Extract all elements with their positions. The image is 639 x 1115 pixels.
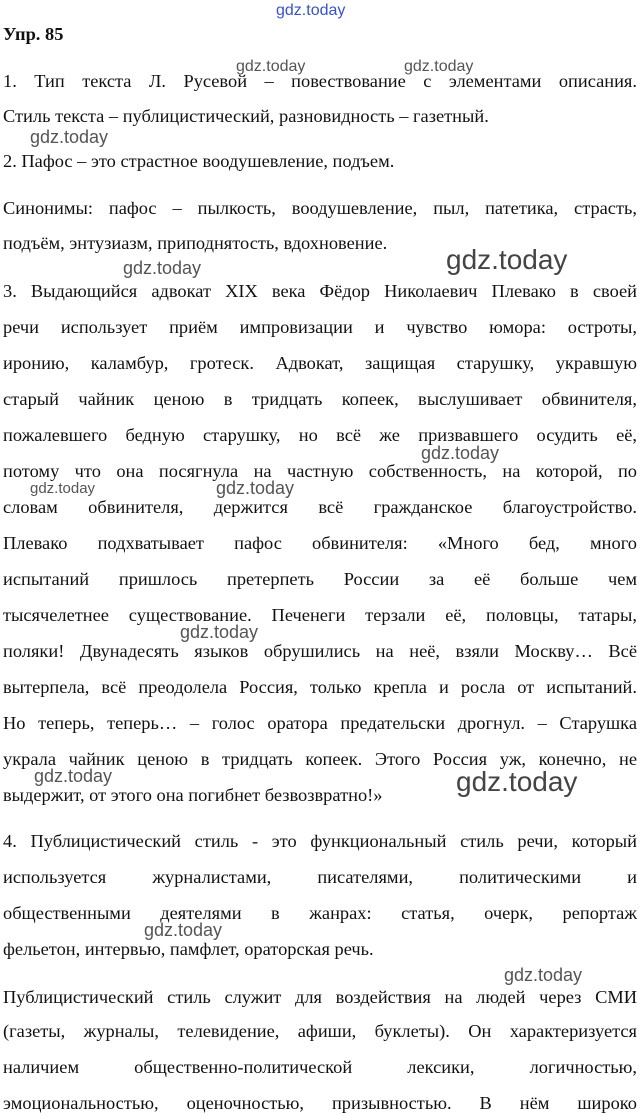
exercise-title: Упр. 85 [3,24,64,44]
text-line: подъём, энтузиазм, приподнятость, вдохновение. [3,233,388,253]
text-line: испытаний пришлось претерпеть России за её больше чем [3,569,637,589]
text-line: используется журналистами, писателями, политическими и [3,867,637,887]
text-line: иронию, каламбур, гротеск. Адвокат, защищая старушку, укравшую [3,353,637,373]
watermark: gdz.today [30,127,109,147]
text-line: пожалевшего бедную старушку, но всё же призвавшего осудить её, [3,425,637,445]
watermark: gdz.today [144,920,223,940]
watermark: gdz.today [276,2,346,19]
text-line: Плевако подхватывает пафос обвинителя: «Много бед, много [3,533,637,553]
text-line: вытерпела, всё преодолела Россия, только крепла и росла от испытаний. [3,677,637,697]
text-line: 3. Выдающийся адвокат XIX века Фёдор Николаевич Плевако в своей [3,281,637,301]
text-line: старый чайник ценою в тридцать копеек, выслушивает обвинителя, [3,389,637,409]
watermark: gdz.today [504,965,583,985]
text-line: тысячелетнее существование. Печенеги терзали её, половцы, татары, [3,605,637,625]
text-line: Стиль текста – публицистический, разновидность – газетный. [3,106,489,126]
text-line: потому что она посягнула на частную собственность, на которой, по [3,461,637,481]
text-line: Синонимы: пафос – пылкость, воодушевление, пыл, патетика, страсть, [3,198,637,218]
watermark: gdz.today [421,443,500,463]
text-line: общественными деятелями в жанрах: статья, очерк, репортаж [3,903,637,923]
text-line: эмоциональностью, оценочностью, призывностью. В нём широко [3,1093,637,1113]
text-line: Но теперь, теперь… – голос оратора предательски дрогнул. – Старушка [3,713,637,733]
text-line: выдержит, от этого она погибнет безвозвратно!» [3,785,383,805]
text-line: наличием общественно-политической лексики, логичностью, [3,1057,637,1077]
watermark: gdz.today [123,258,202,278]
text-line: фельетон, интервью, памфлет, ораторская речь. [3,939,374,959]
watermark: gdz.today [30,480,96,497]
text-line: украла чайник ценою в тридцать копеек. Этого Россия уж, конечно, не [3,749,637,769]
watermark: gdz.today [216,478,295,498]
watermark: gdz.today [404,58,474,75]
text-line: словам обвинителя, держится всё гражданское благоустройство. [3,497,637,517]
text-line: 1. Тип текста Л. Русевой – повествование с элементами описания. [3,71,637,91]
watermark: gdz.today [456,766,578,797]
text-line: поляки! Двунадесять языков обрушились на неё, взяли Москву… Всё [3,641,637,661]
text-line: (газеты, журналы, телевидение, афиши, буклеты). Он характеризуется [3,1021,637,1041]
watermark: gdz.today [180,622,259,642]
text-line: 2. Пафос – это страстное воодушевление, подъем. [3,151,395,171]
text-line: речи использует приём импровизации и чувство юмора: остроты, [3,317,637,337]
watermark: gdz.today [236,58,306,75]
watermark: gdz.today [34,766,113,786]
watermark: gdz.today [446,244,568,275]
text-line: Публицистический стиль служит для воздействия на людей через СМИ [3,987,637,1007]
text-line: 4. Публицистический стиль - это функциональный стиль речи, который [3,831,637,851]
